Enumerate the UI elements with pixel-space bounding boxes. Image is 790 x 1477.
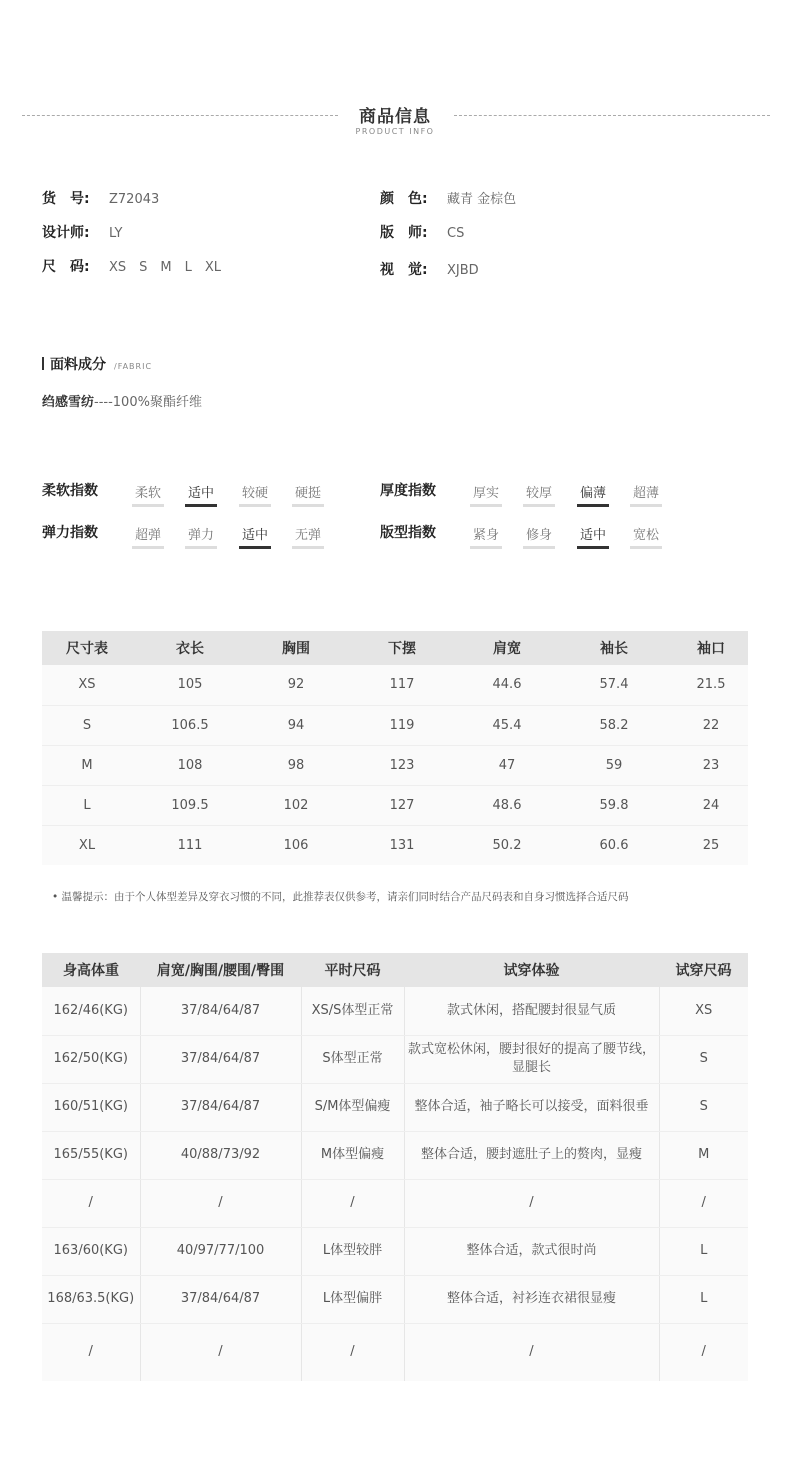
table-cell: 165/55(KG): [42, 1131, 140, 1179]
thickness-option: 超薄: [630, 482, 662, 507]
table-cell: L: [659, 1227, 748, 1275]
heading-bar: [42, 357, 44, 370]
section-title: 商品信息: [359, 107, 431, 127]
elasticity-option: 超弹: [132, 524, 164, 549]
elasticity-option: 弹力: [185, 524, 217, 549]
fit-label: 版型指数: [380, 525, 436, 541]
table-cell: 168/63.5(KG): [42, 1275, 140, 1323]
table-cell: 40/97/77/100: [140, 1227, 301, 1275]
table-cell: 127: [344, 785, 460, 825]
table-cell: L体型偏胖: [301, 1275, 404, 1323]
info-color: [380, 188, 516, 208]
table-cell: 58.2: [554, 705, 674, 745]
table-cell: 款式宽松休闲，腰封很好的提高了腰节线，显腿长: [404, 1035, 659, 1083]
table-cell: 37/84/64/87: [140, 1275, 301, 1323]
fit-option: 修身: [523, 524, 555, 549]
fabric-composition-value: ----100%聚酯纤维: [94, 395, 202, 410]
info-size: [42, 256, 221, 276]
elasticity-option-selected: 适中: [239, 524, 271, 549]
table-cell: 24: [674, 785, 748, 825]
table-cell: 25: [674, 825, 748, 865]
table-cell: 22: [674, 705, 748, 745]
fabric-title-en: /FABRIC: [114, 362, 153, 371]
table-cell: /: [301, 1179, 404, 1227]
table-cell: 40/88/73/92: [140, 1131, 301, 1179]
table-row: [42, 825, 748, 865]
table-cell: 60.6: [554, 825, 674, 865]
try-col-header: 试穿体验: [404, 953, 659, 987]
fabric-composition: [42, 391, 202, 410]
item-no-value: Z72043: [109, 192, 160, 207]
table-row: [42, 1275, 748, 1323]
size-col-header: 袖口: [674, 631, 748, 665]
size-col-header: 袖长: [554, 631, 674, 665]
info-visual: [380, 259, 479, 279]
try-col-header: 身高体重: [42, 953, 140, 987]
table-row: [42, 785, 748, 825]
table-row: [42, 745, 748, 785]
table-cell: 59.8: [554, 785, 674, 825]
table-cell: /: [404, 1179, 659, 1227]
table-cell: XS: [42, 665, 132, 705]
table-cell: /: [659, 1323, 748, 1381]
table-cell: 111: [132, 825, 248, 865]
table-cell: S/M体型偏瘦: [301, 1083, 404, 1131]
table-row: [42, 1179, 748, 1227]
table-cell: 50.2: [460, 825, 554, 865]
table-cell: /: [404, 1323, 659, 1381]
table-cell: 105: [132, 665, 248, 705]
table-cell: 37/84/64/87: [140, 987, 301, 1035]
try-col-header: 平时尺码: [301, 953, 404, 987]
table-cell: 162/50(KG): [42, 1035, 140, 1083]
table-row: [42, 1227, 748, 1275]
table-row: [42, 1035, 748, 1083]
thickness-option: 较厚: [523, 482, 555, 507]
table-row: [42, 1323, 748, 1381]
section-subtitle: PRODUCT INFO: [355, 127, 435, 136]
table-row: [42, 987, 748, 1035]
color-label: 颜 色:: [380, 191, 428, 207]
elasticity-option: 无弹: [292, 524, 324, 549]
fit-option-selected: 适中: [577, 524, 609, 549]
size-col-header: 衣长: [132, 631, 248, 665]
fabric-title: 面料成分: [50, 357, 106, 373]
table-row: [42, 665, 748, 705]
table-cell: 45.4: [460, 705, 554, 745]
divider-right: [454, 115, 770, 116]
table-cell: 47: [460, 745, 554, 785]
info-designer: [42, 222, 122, 242]
size-col-header: 肩宽: [460, 631, 554, 665]
visual-label: 视 觉:: [380, 262, 428, 278]
table-cell: 106: [248, 825, 344, 865]
table-cell: /: [42, 1323, 140, 1381]
section-header: [0, 100, 790, 140]
table-cell: 102: [248, 785, 344, 825]
try-on-table: [42, 953, 748, 1381]
table-cell: 款式休闲，搭配腰封很显气质: [404, 987, 659, 1035]
thickness-label: 厚度指数: [380, 483, 436, 499]
table-cell: 131: [344, 825, 460, 865]
pattern-maker-value: CS: [447, 226, 465, 241]
size-tip: • 温馨提示：由于个人体型差异及穿衣习惯的不同，此推荐表仅供参考，请亲们同时结合产品尺码表和自身习惯选择合适尺码: [52, 891, 629, 903]
table-cell: S: [42, 705, 132, 745]
table-cell: /: [140, 1323, 301, 1381]
size-col-header: 尺寸表: [42, 631, 132, 665]
table-row: [42, 1083, 748, 1131]
color-value: 藏青 金棕色: [447, 192, 517, 207]
table-cell: M: [659, 1131, 748, 1179]
softness-option: 柔软: [132, 482, 164, 507]
table-cell: 94: [248, 705, 344, 745]
table-cell: 48.6: [460, 785, 554, 825]
table-cell: 117: [344, 665, 460, 705]
table-cell: 106.5: [132, 705, 248, 745]
try-col-header: 试穿尺码: [659, 953, 748, 987]
table-cell: 123: [344, 745, 460, 785]
fit-option: 宽松: [630, 524, 662, 549]
table-cell: L: [42, 785, 132, 825]
softness-label: 柔软指数: [42, 483, 98, 499]
table-row: [42, 705, 748, 745]
size-col-header: 胸围: [248, 631, 344, 665]
table-cell: M: [42, 745, 132, 785]
table-cell: S: [659, 1035, 748, 1083]
table-cell: 整体合适，袖子略长可以接受，面料很垂: [404, 1083, 659, 1131]
thickness-option-selected: 偏薄: [577, 482, 609, 507]
table-cell: /: [659, 1179, 748, 1227]
table-cell: S: [659, 1083, 748, 1131]
table-cell: 44.6: [460, 665, 554, 705]
table-cell: 163/60(KG): [42, 1227, 140, 1275]
table-cell: 98: [248, 745, 344, 785]
table-cell: 37/84/64/87: [140, 1035, 301, 1083]
item-no-label: 货 号:: [42, 191, 90, 207]
table-cell: S体型正常: [301, 1035, 404, 1083]
fabric-name: 绉感雪纺: [42, 395, 95, 410]
table-cell: 21.5: [674, 665, 748, 705]
table-cell: XS/S体型正常: [301, 987, 404, 1035]
table-cell: L体型较胖: [301, 1227, 404, 1275]
info-item-no: [42, 188, 159, 208]
fabric-heading: [42, 354, 152, 374]
softness-option: 硬挺: [292, 482, 324, 507]
softness-option-selected: 适中: [185, 482, 217, 507]
size-value: XS S M L XL: [109, 260, 222, 275]
table-cell: /: [42, 1179, 140, 1227]
info-pattern-maker: [380, 222, 464, 242]
table-cell: 160/51(KG): [42, 1083, 140, 1131]
table-cell: XS: [659, 987, 748, 1035]
table-cell: 整体合适，款式很时尚: [404, 1227, 659, 1275]
table-cell: 109.5: [132, 785, 248, 825]
size-table-header: [42, 631, 748, 665]
softness-option: 较硬: [239, 482, 271, 507]
table-cell: 59: [554, 745, 674, 785]
table-cell: M体型偏瘦: [301, 1131, 404, 1179]
designer-value: LY: [109, 226, 123, 241]
visual-value: XJBD: [447, 263, 479, 278]
table-cell: 整体合适，腰封遮肚子上的赘肉，显瘦: [404, 1131, 659, 1179]
fit-option: 紧身: [470, 524, 502, 549]
table-cell: 整体合适，衬衫连衣裙很显瘦: [404, 1275, 659, 1323]
table-cell: 108: [132, 745, 248, 785]
table-cell: 23: [674, 745, 748, 785]
table-cell: /: [140, 1179, 301, 1227]
thickness-option: 厚实: [470, 482, 502, 507]
table-cell: XL: [42, 825, 132, 865]
table-cell: 57.4: [554, 665, 674, 705]
try-table-header: [42, 953, 748, 987]
table-cell: L: [659, 1275, 748, 1323]
designer-label: 设计师:: [42, 225, 90, 241]
size-col-header: 下摆: [344, 631, 460, 665]
table-cell: 119: [344, 705, 460, 745]
size-table: [42, 631, 748, 865]
try-col-header: 肩宽/胸围/腰围/臀围: [140, 953, 301, 987]
table-cell: /: [301, 1323, 404, 1381]
table-cell: 92: [248, 665, 344, 705]
pattern-maker-label: 版 师:: [380, 225, 428, 241]
elasticity-label: 弹力指数: [42, 525, 98, 541]
table-cell: 37/84/64/87: [140, 1083, 301, 1131]
size-label: 尺 码:: [42, 259, 90, 275]
table-row: [42, 1131, 748, 1179]
table-cell: 162/46(KG): [42, 987, 140, 1035]
